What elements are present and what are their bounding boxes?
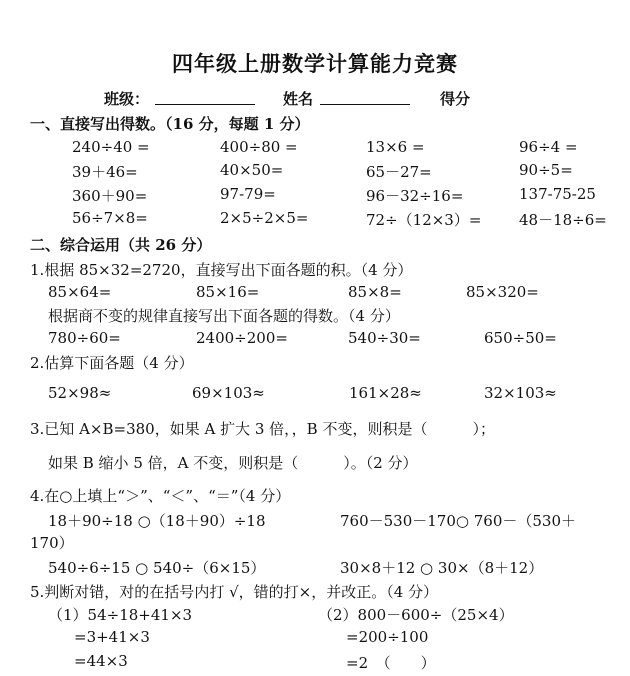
q4-compare: 540÷6÷15 ○ 540÷（6×15） xyxy=(48,559,266,577)
q2-item: 69×103≈ xyxy=(192,384,265,402)
class-label: 班级： xyxy=(104,90,150,108)
q1-sub-item: 540÷30= xyxy=(348,329,421,347)
q4-compare: 18＋90÷18 ○（18＋90）÷18 xyxy=(48,512,266,530)
problem: 96÷4 = xyxy=(519,138,578,156)
q5-left-step: （1）54÷18+41×3 xyxy=(48,606,193,624)
q1-sub-text: 根据商不变的规律直接写出下面各题的得数。（4 分） xyxy=(48,307,400,325)
q4-compare-cont: 170） xyxy=(30,534,74,552)
q2-text: 2.估算下面各题（4 分） xyxy=(30,354,194,372)
problem: 48－18÷6= xyxy=(519,211,607,229)
problem: 360＋90= xyxy=(72,187,148,205)
q4-text: 4.在○上填上“＞”、“＜”、“＝”（4 分） xyxy=(30,487,291,505)
q5-right-step: （2）800－600÷（25×4） xyxy=(318,606,514,624)
section1-heading: 一、直接写出得数。（16 分，每题 1 分） xyxy=(30,115,310,133)
q2-item: 52×98≈ xyxy=(48,384,112,402)
q4-compare: 30×8＋12 ○ 30×（8＋12） xyxy=(340,559,544,577)
problem: 40×50= xyxy=(220,161,284,179)
class-blank[interactable] xyxy=(155,89,255,105)
q1-item: 85×16= xyxy=(196,283,260,301)
problem: 56÷7×8= xyxy=(72,209,148,227)
q4-compare: 760－530－170○ 760－（530＋ xyxy=(340,512,577,530)
problem: 2×5÷2×5= xyxy=(220,209,309,227)
q1-sub-item: 2400÷200= xyxy=(196,329,288,347)
q1-item: 85×320= xyxy=(466,283,539,301)
problem: 13×6 = xyxy=(366,138,425,156)
name-label: 姓名 xyxy=(283,90,314,108)
problem: 97-79= xyxy=(220,185,276,203)
q3-line1: 3.已知 A×B=380，如果 A 扩大 3 倍，，B 不变，则积是（ ）； xyxy=(30,420,495,438)
section2-heading: 二、综合运用（共 26 分） xyxy=(30,236,212,254)
name-blank[interactable] xyxy=(320,89,410,105)
problem: 90÷5= xyxy=(519,161,573,179)
q5-text: 5.判断对错，对的在括号内打 √，错的打×，并改正。（4 分） xyxy=(30,583,439,601)
q2-item: 32×103≈ xyxy=(484,384,557,402)
problem: 72÷（12×3）= xyxy=(366,211,482,229)
q5-right-step: =200÷100 xyxy=(346,628,429,646)
q1-text: 1.根据 85×32=2720，直接写出下面各题的积。（4 分） xyxy=(30,261,413,279)
q2-item: 161×28≈ xyxy=(349,384,422,402)
q5-left-step: =44×3 xyxy=(74,652,128,670)
problem: 39＋46= xyxy=(72,163,138,181)
problem: 400÷80 = xyxy=(220,138,298,156)
problem: 240÷40 = xyxy=(72,138,150,156)
q3-line2: 如果 B 缩小 5 倍，A 不变，则积是（ ）。（2 分） xyxy=(48,454,418,472)
q5-left-step: =3+41×3 xyxy=(74,628,150,646)
q1-item: 85×64= xyxy=(48,283,112,301)
q1-item: 85×8= xyxy=(348,283,402,301)
problem: 137-75-25 xyxy=(519,185,596,203)
q1-sub-item: 780÷60= xyxy=(48,329,121,347)
q1-sub-item: 650÷50= xyxy=(484,329,557,347)
page-title: 四年级上册数学计算能力竞赛 xyxy=(172,51,458,76)
problem: 65－27= xyxy=(366,163,432,181)
problem: 96－32÷16= xyxy=(366,187,464,205)
q5-right-step: =2 （ ） xyxy=(346,654,436,672)
score-label: 得分 xyxy=(440,90,471,108)
